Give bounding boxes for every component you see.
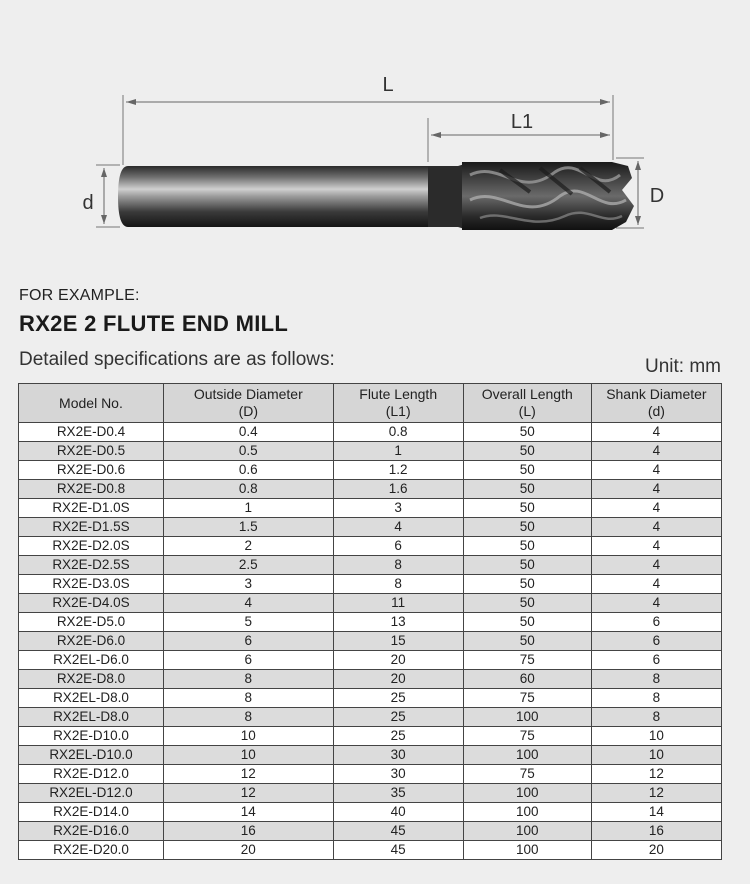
table-header-row xyxy=(19,384,722,423)
cell-overall-length: 100 xyxy=(463,784,591,803)
cell-model-no: RX2E-D14.0 xyxy=(19,803,164,822)
table-row xyxy=(19,575,722,594)
cell-outside-diameter: 10 xyxy=(163,746,333,765)
cell-outside-diameter: 8 xyxy=(163,670,333,689)
table-row xyxy=(19,689,722,708)
cell-outside-diameter: 12 xyxy=(163,765,333,784)
cell-overall-length: 50 xyxy=(463,537,591,556)
cell-shank-diameter: 4 xyxy=(591,575,721,594)
cell-overall-length: 50 xyxy=(463,480,591,499)
cell-flute-length: 6 xyxy=(333,537,463,556)
header-label: Outside Diameter xyxy=(193,386,303,402)
specifications-intro: Detailed specifications are as follows: xyxy=(19,349,335,370)
cell-outside-diameter: 8 xyxy=(163,708,333,727)
cell-overall-length: 100 xyxy=(463,708,591,727)
cell-model-no: RX2E-D2.0S xyxy=(19,537,164,556)
cell-overall-length: 75 xyxy=(463,765,591,784)
table-row xyxy=(19,423,722,442)
cell-model-no: RX2E-D5.0 xyxy=(19,613,164,632)
cell-shank-diameter: 20 xyxy=(591,841,721,860)
cell-outside-diameter: 0.4 xyxy=(163,423,333,442)
label-D: D xyxy=(649,185,665,207)
table-row xyxy=(19,442,722,461)
cell-overall-length: 75 xyxy=(463,727,591,746)
table-row xyxy=(19,632,722,651)
cell-shank-diameter: 14 xyxy=(591,803,721,822)
header-symbol: (D) xyxy=(238,403,259,419)
cell-overall-length: 50 xyxy=(463,594,591,613)
cell-flute-length: 25 xyxy=(333,708,463,727)
cell-outside-diameter: 14 xyxy=(163,803,333,822)
cell-model-no: RX2E-D6.0 xyxy=(19,632,164,651)
end-mill-tool xyxy=(118,162,634,230)
cell-outside-diameter: 6 xyxy=(163,632,333,651)
cell-overall-length: 50 xyxy=(463,461,591,480)
product-title: RX2E 2 FLUTE END MILL xyxy=(19,311,289,336)
cell-shank-diameter: 6 xyxy=(591,613,721,632)
cell-model-no: RX2EL-D8.0 xyxy=(19,689,164,708)
cell-flute-length: 20 xyxy=(333,651,463,670)
cell-flute-length: 20 xyxy=(333,670,463,689)
cell-flute-length: 35 xyxy=(333,784,463,803)
cell-outside-diameter: 12 xyxy=(163,784,333,803)
cell-shank-diameter: 16 xyxy=(591,822,721,841)
cell-model-no: RX2EL-D6.0 xyxy=(19,651,164,670)
cell-outside-diameter: 10 xyxy=(163,727,333,746)
table-row xyxy=(19,499,722,518)
cell-flute-length: 8 xyxy=(333,575,463,594)
cell-flute-length: 4 xyxy=(333,518,463,537)
cell-outside-diameter: 2 xyxy=(163,537,333,556)
end-mill-diagram xyxy=(0,0,750,270)
cell-shank-diameter: 10 xyxy=(591,727,721,746)
header-model-no xyxy=(19,384,164,423)
table-row xyxy=(19,784,722,803)
cell-model-no: RX2E-D10.0 xyxy=(19,727,164,746)
cell-model-no: RX2EL-D10.0 xyxy=(19,746,164,765)
cell-flute-length: 8 xyxy=(333,556,463,575)
cell-outside-diameter: 0.8 xyxy=(163,480,333,499)
cell-flute-length: 45 xyxy=(333,822,463,841)
cell-outside-diameter: 4 xyxy=(163,594,333,613)
cell-overall-length: 50 xyxy=(463,632,591,651)
cell-flute-length: 13 xyxy=(333,613,463,632)
flute-length-dimension xyxy=(431,111,610,138)
cell-model-no: RX2E-D1.5S xyxy=(19,518,164,537)
cell-outside-diameter: 1.5 xyxy=(163,518,333,537)
cell-outside-diameter: 6 xyxy=(163,651,333,670)
header-label: Shank Diameter xyxy=(606,386,707,402)
cell-outside-diameter: 3 xyxy=(163,575,333,594)
cell-flute-length: 40 xyxy=(333,803,463,822)
cell-overall-length: 50 xyxy=(463,442,591,461)
header-outside-diameter xyxy=(163,384,333,423)
cell-outside-diameter: 5 xyxy=(163,613,333,632)
cell-model-no: RX2EL-D8.0 xyxy=(19,708,164,727)
header-symbol: (L1) xyxy=(385,403,411,419)
cell-flute-length: 1.6 xyxy=(333,480,463,499)
cell-shank-diameter: 8 xyxy=(591,689,721,708)
cell-flute-length: 1.2 xyxy=(333,461,463,480)
cell-model-no: RX2E-D1.0S xyxy=(19,499,164,518)
cell-overall-length: 50 xyxy=(463,518,591,537)
cell-overall-length: 50 xyxy=(463,499,591,518)
cell-shank-diameter: 4 xyxy=(591,518,721,537)
cell-model-no: RX2E-D16.0 xyxy=(19,822,164,841)
table-row xyxy=(19,746,722,765)
header-shank-diameter xyxy=(591,384,721,423)
cell-shank-diameter: 12 xyxy=(591,765,721,784)
table-row xyxy=(19,518,722,537)
cell-outside-diameter: 2.5 xyxy=(163,556,333,575)
cell-overall-length: 100 xyxy=(463,746,591,765)
cell-shank-diameter: 12 xyxy=(591,784,721,803)
cell-model-no: RX2E-D0.5 xyxy=(19,442,164,461)
specification-table xyxy=(18,383,722,860)
cell-shank-diameter: 4 xyxy=(591,480,721,499)
label-L: L xyxy=(382,74,394,96)
table-row xyxy=(19,613,722,632)
cell-shank-diameter: 8 xyxy=(591,670,721,689)
cell-overall-length: 60 xyxy=(463,670,591,689)
cell-outside-diameter: 0.6 xyxy=(163,461,333,480)
header-overall-length xyxy=(463,384,591,423)
cell-flute-length: 1 xyxy=(333,442,463,461)
label-L1: L1 xyxy=(510,111,534,133)
cell-overall-length: 100 xyxy=(463,841,591,860)
cell-overall-length: 50 xyxy=(463,575,591,594)
table-row xyxy=(19,537,722,556)
cell-flute-length: 3 xyxy=(333,499,463,518)
cell-shank-diameter: 8 xyxy=(591,708,721,727)
table-row xyxy=(19,822,722,841)
cell-shank-diameter: 10 xyxy=(591,746,721,765)
cell-shank-diameter: 6 xyxy=(591,651,721,670)
cell-flute-length: 30 xyxy=(333,746,463,765)
cell-model-no: RX2E-D4.0S xyxy=(19,594,164,613)
cell-shank-diameter: 4 xyxy=(591,499,721,518)
cell-flute-length: 30 xyxy=(333,765,463,784)
cell-model-no: RX2E-D20.0 xyxy=(19,841,164,860)
cell-overall-length: 75 xyxy=(463,689,591,708)
cell-shank-diameter: 4 xyxy=(591,556,721,575)
table-row xyxy=(19,670,722,689)
header-label: Model No. xyxy=(59,394,123,411)
cell-overall-length: 50 xyxy=(463,613,591,632)
cell-model-no: RX2E-D12.0 xyxy=(19,765,164,784)
example-label: FOR EXAMPLE: xyxy=(19,287,140,304)
cell-model-no: RX2EL-D12.0 xyxy=(19,784,164,803)
overall-length-dimension xyxy=(126,74,610,105)
cell-outside-diameter: 16 xyxy=(163,822,333,841)
cell-outside-diameter: 0.5 xyxy=(163,442,333,461)
cell-shank-diameter: 6 xyxy=(591,632,721,651)
table-row xyxy=(19,461,722,480)
header-label: Overall Length xyxy=(481,386,573,402)
cell-shank-diameter: 4 xyxy=(591,594,721,613)
shank-diameter-dimension xyxy=(82,165,120,227)
table-row xyxy=(19,765,722,784)
cell-shank-diameter: 4 xyxy=(591,461,721,480)
cell-overall-length: 100 xyxy=(463,803,591,822)
cell-shank-diameter: 4 xyxy=(591,537,721,556)
header-symbol: (L) xyxy=(518,403,536,419)
cell-overall-length: 50 xyxy=(463,423,591,442)
table-row xyxy=(19,594,722,613)
header-flute-length xyxy=(333,384,463,423)
cell-model-no: RX2E-D8.0 xyxy=(19,670,164,689)
cell-outside-diameter: 20 xyxy=(163,841,333,860)
cell-shank-diameter: 4 xyxy=(591,423,721,442)
cell-flute-length: 25 xyxy=(333,689,463,708)
cell-model-no: RX2E-D0.4 xyxy=(19,423,164,442)
cell-model-no: RX2E-D0.6 xyxy=(19,461,164,480)
table-row xyxy=(19,727,722,746)
cell-flute-length: 45 xyxy=(333,841,463,860)
header-label: Flute Length xyxy=(359,386,438,402)
table-row xyxy=(19,841,722,860)
cell-outside-diameter: 8 xyxy=(163,689,333,708)
table-row xyxy=(19,803,722,822)
cell-overall-length: 100 xyxy=(463,822,591,841)
header-symbol: (d) xyxy=(647,403,665,419)
cell-flute-length: 11 xyxy=(333,594,463,613)
cell-flute-length: 15 xyxy=(333,632,463,651)
cell-model-no: RX2E-D2.5S xyxy=(19,556,164,575)
cell-model-no: RX2E-D3.0S xyxy=(19,575,164,594)
cell-model-no: RX2E-D0.8 xyxy=(19,480,164,499)
cell-flute-length: 0.8 xyxy=(333,423,463,442)
cell-outside-diameter: 1 xyxy=(163,499,333,518)
cell-overall-length: 50 xyxy=(463,556,591,575)
cell-shank-diameter: 4 xyxy=(591,442,721,461)
table-row xyxy=(19,480,722,499)
unit-label: Unit: mm xyxy=(645,356,721,377)
table-row xyxy=(19,556,722,575)
label-d: d xyxy=(82,192,94,214)
table-row xyxy=(19,651,722,670)
cell-overall-length: 75 xyxy=(463,651,591,670)
cell-flute-length: 25 xyxy=(333,727,463,746)
table-row xyxy=(19,708,722,727)
